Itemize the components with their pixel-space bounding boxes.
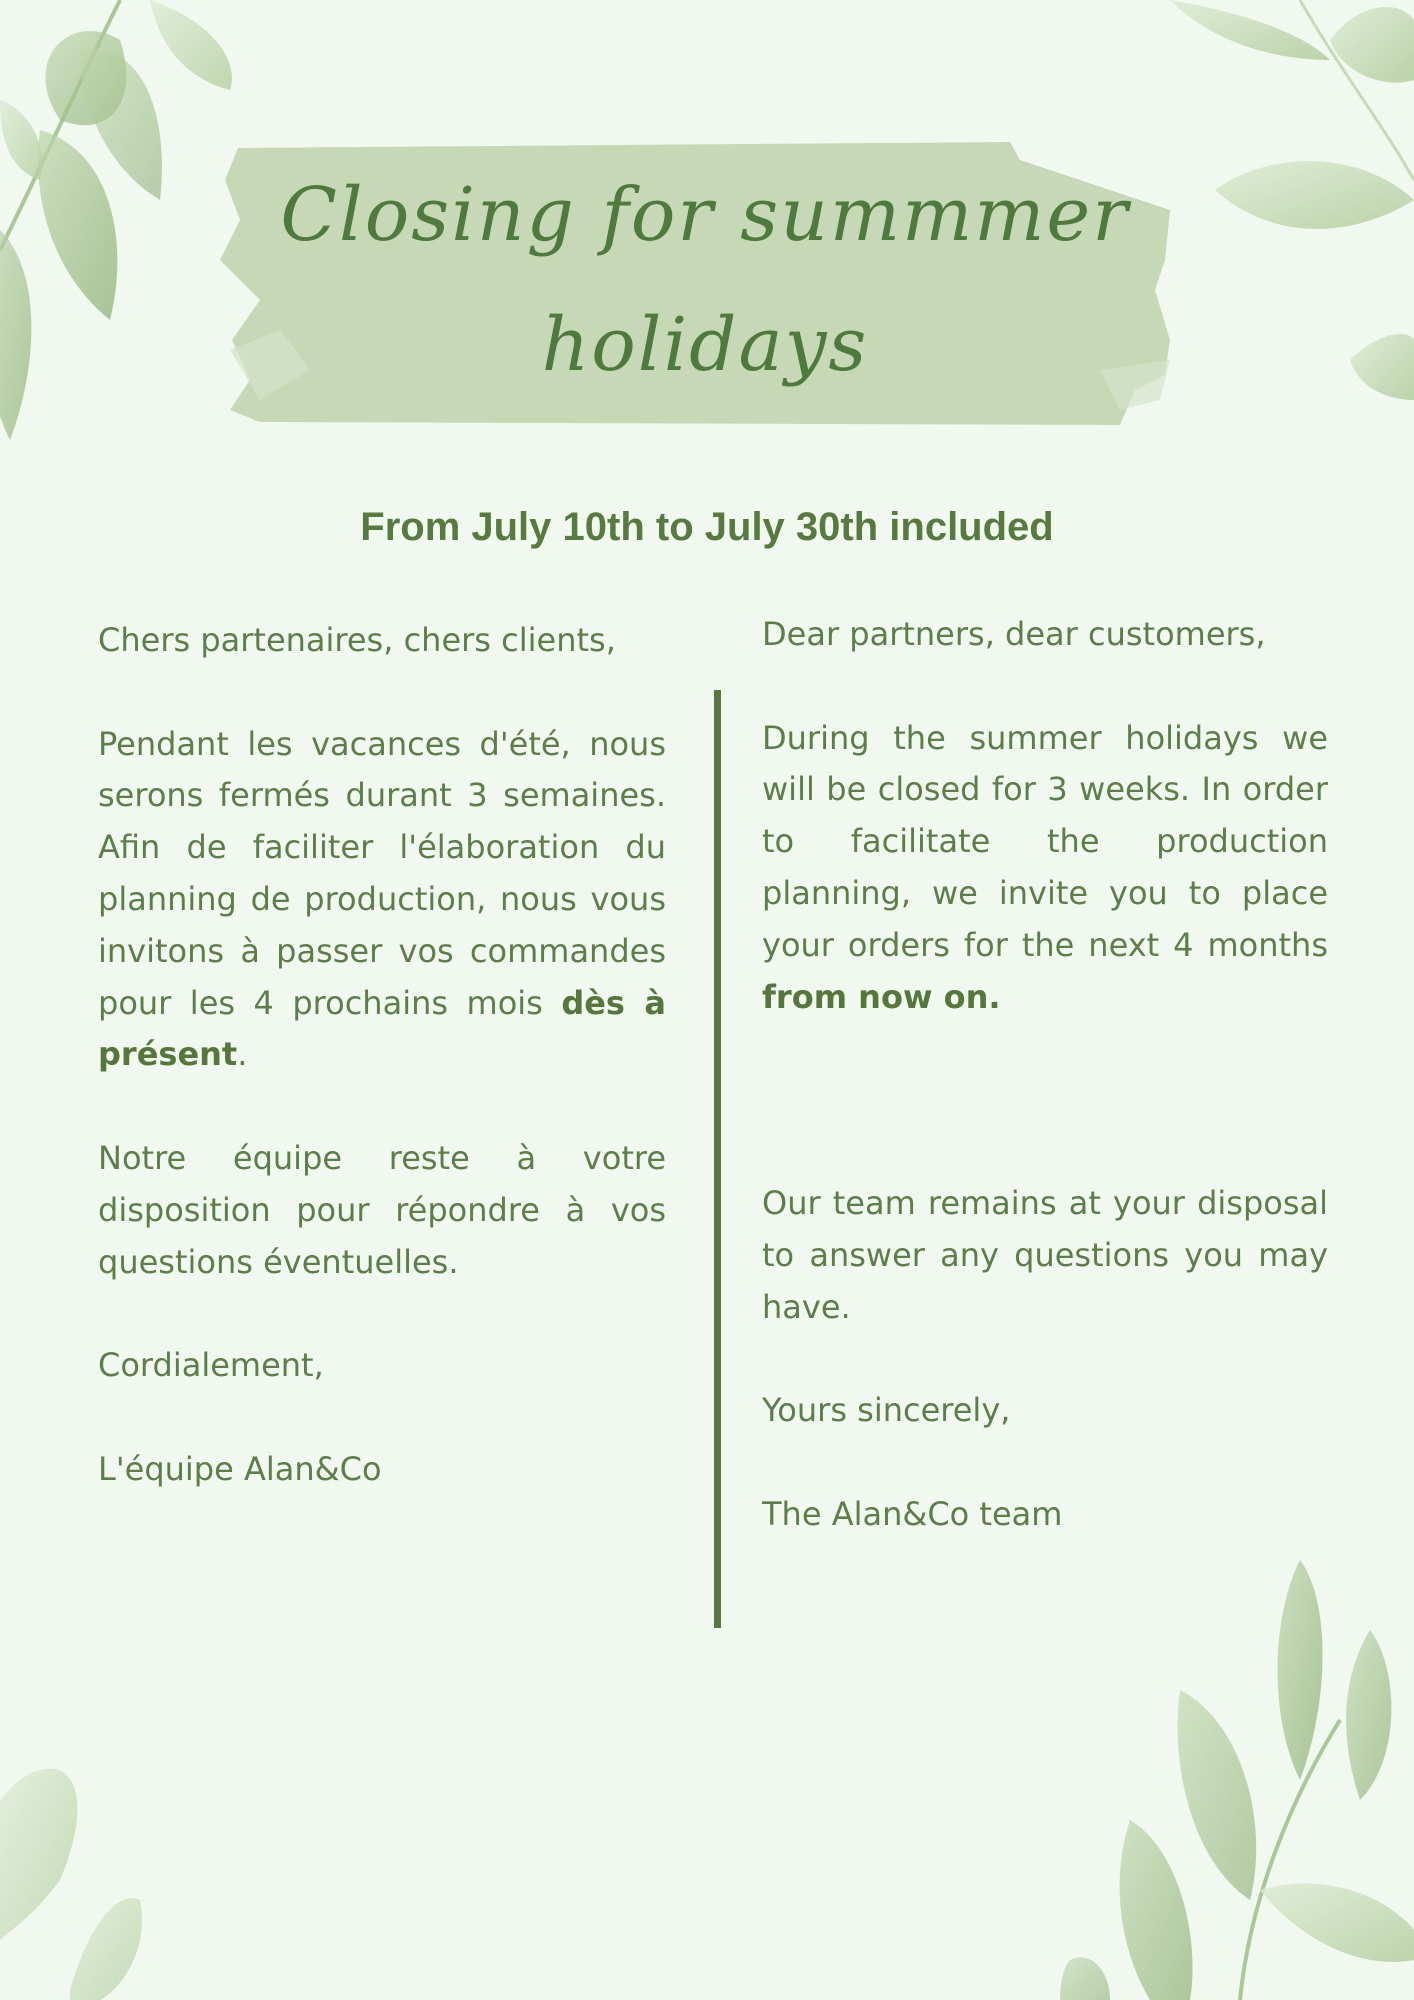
french-paragraph-1-text: Pendant les vacances d'été, nous serons fermés durant 3 semaines. Afin de faciliter l'élaboration du planning de production, nous vous invitons à passer vos commandes pour les 4 prochains mois	[98, 724, 666, 1022]
top-left-leaf-icon	[0, 0, 232, 440]
bottom-left-leaf-icon	[0, 1769, 142, 2000]
english-paragraph-2: Our team remains at your disposal to answer any questions you may have.	[762, 1184, 1328, 1326]
french-signature: L'équipe Alan&Co	[98, 1449, 382, 1488]
english-column	[762, 609, 1328, 1593]
english-paragraph-1-text: During the summer holidays we will be closed for 3 weeks. In order to facilitate the production planning, we invite you to place your orders for the next 4 months	[762, 718, 1328, 964]
top-right-leaf-icon	[1170, 0, 1414, 400]
title-line-2: holidays	[541, 302, 869, 388]
french-paragraph-1-bold: dès à présent	[98, 983, 667, 1074]
page-title	[220, 150, 1190, 410]
column-divider	[714, 690, 721, 1628]
french-closing: Cordialement,	[98, 1346, 324, 1385]
english-greeting: Dear partners, dear customers,	[762, 615, 1266, 653]
french-paragraph-1	[98, 719, 666, 1082]
french-paragraph-1-end: .	[237, 1035, 248, 1074]
french-column	[98, 615, 666, 1547]
french-greeting: Chers partenaires, chers clients,	[98, 621, 616, 659]
english-paragraph-1-bold: from now on.	[762, 977, 1001, 1016]
french-paragraph-2: Notre équipe reste à votre disposition pour répondre à vos questions éventuelles.	[98, 1138, 666, 1281]
english-closing: Yours sincerely,	[762, 1391, 1011, 1430]
title-line-1: Closing for summmer	[280, 172, 1130, 258]
paragraph-spacer	[762, 1075, 1328, 1178]
bottom-right-leaf-icon	[1060, 1560, 1414, 2000]
english-paragraph-1	[762, 713, 1328, 1024]
english-signature: The Alan&Co team	[762, 1494, 1063, 1533]
closure-dates: From July 10th to July 30th included	[360, 505, 1054, 549]
